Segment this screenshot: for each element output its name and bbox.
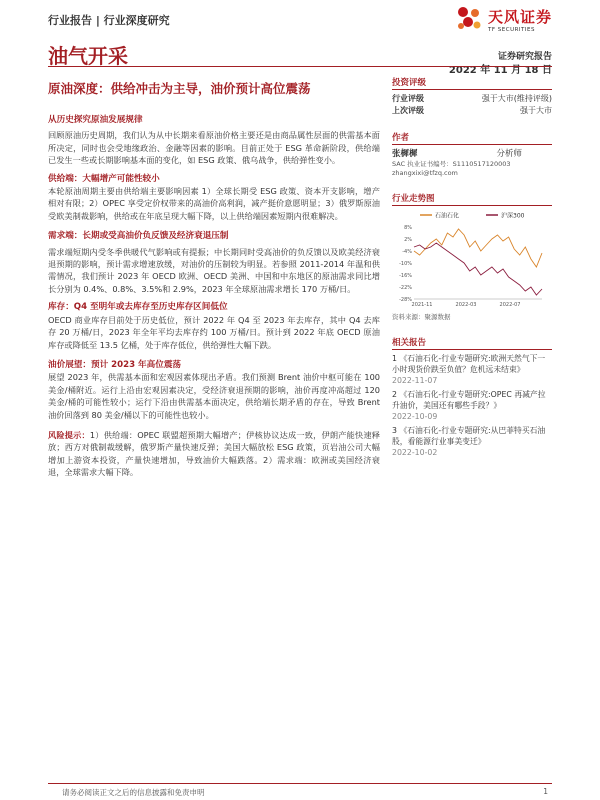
related-report-date: 2022-11-07: [392, 376, 438, 385]
risk-text: [48, 429, 380, 479]
legend-label: 石油石化: [435, 212, 460, 220]
header-divider: [48, 66, 552, 67]
rating-row: [392, 93, 552, 105]
section-risk: [48, 429, 380, 479]
section-heading: 需求端：长期或受高油价负反馈及经济衰退压制: [48, 231, 229, 242]
main-content: [48, 114, 380, 485]
related-report-link[interactable]: 1 《石油石化-行业专题研究:欧洲天然气下一小时现货价跌至负值？危机远未结束》: [392, 354, 546, 374]
report-category: 行业报告 | 行业深度研究: [48, 14, 170, 27]
page-title: 油气开采: [48, 44, 128, 68]
chart-source: 资料来源：聚源数据: [392, 313, 451, 321]
section-heading: 供给端：大幅增产可能性较小: [48, 173, 160, 184]
series-line: [414, 229, 542, 267]
section-text: 需求端短期内受冬季供暖代气影响或有提振；中长期同时受高油价的负反馈以及欧美经济衰退预期的影响，预计需求增速放缓，对油价的压制较为明显。若参照 2011-2014 年温和供需情况，我们预计 2023 年 OECD 欧洲、OECD 美洲、中国和中东地区的原油需求同比增长分别为 0.4%、0.8%、3.5%和 2.9%，2023 年全球原油需求增长 170 万桶/日。: [48, 246, 380, 294]
chart-svg: [392, 209, 552, 313]
report-meta: [449, 50, 552, 78]
section-outlook: [48, 359, 380, 421]
logo-text-cn: 天风证券: [487, 7, 552, 26]
footer-disclaimer: 请务必阅读正文之后的信息披露和免责申明: [62, 788, 205, 797]
section-inventory: [48, 301, 380, 351]
related-list: [392, 353, 552, 458]
author-email[interactable]: zhangxixi@tfzq.com: [392, 169, 458, 177]
x-tick-label: 2022-07: [499, 302, 521, 308]
x-tick-label: 2022-03: [455, 302, 477, 308]
rating-value: 强于大市(维持评级): [481, 94, 552, 103]
chart-heading: 行业走势图: [392, 192, 552, 206]
related-report-link[interactable]: 3 《石油石化-行业专题研究:从巴菲特买石油股，看能源行业事美变迁》: [392, 426, 546, 446]
y-tick-label: 2%: [404, 237, 412, 243]
prev-rating-value: 强于大市: [520, 106, 552, 115]
related-report-date: 2022-10-09: [392, 412, 438, 421]
section-text: 回顾原油历史周期，我们认为从中长期来看原油价格主要还是由商品属性层面的供需基本面所决定，同时也会受地缘政治、金融等因素的影响。目前正处于 ESG 革命新阶段，供给端已发生一些或长期影响基本面的变化，如 ESG 政策、俄乌战争，供给弹性变小。: [48, 130, 380, 166]
legend-label: 沪深300: [501, 212, 525, 220]
prev-rating-row: [392, 105, 552, 117]
risk-heading: 风险提示：: [48, 429, 90, 440]
section-heading: 库存：Q4 至明年或去库存至历史库存区间低位: [48, 302, 228, 313]
related-report-date: 2022-10-02: [392, 448, 438, 457]
rating-label: 行业评级: [392, 94, 424, 103]
section-heading: 从历史探究原油发展规律: [48, 115, 143, 125]
author-heading: 作者: [392, 131, 552, 145]
report-type: 证券研究报告: [497, 52, 552, 62]
logo: [454, 4, 552, 34]
section-demand: [48, 230, 380, 295]
prev-rating-label: 上次评级: [392, 106, 424, 115]
report-date: 2022 年 11 月 18 日: [448, 65, 552, 76]
section-supply: [48, 173, 380, 223]
related-heading: 相关报告: [392, 336, 552, 350]
section-text: OECD 商业库存目前处于历史低位，预计 2022 年 Q4 至 2023 年去库存，其中 Q4 去库存 20 万桶/日，2023 年全年平均去库存约 100 万桶/日。预计到 2022 年底 OECD 原油库存或降低至 13.5 亿桶，处于库存低位，供给弹性大幅下跌。: [48, 314, 380, 350]
footer-divider: [48, 783, 552, 784]
y-tick-label: -4%: [402, 249, 412, 255]
author-role: 分析师: [496, 149, 522, 159]
page-number: 1: [543, 787, 548, 796]
y-tick-label: -16%: [399, 273, 412, 279]
author-row: [392, 148, 552, 160]
author-sac: SAC 执业证书编号：S1110517120003: [392, 160, 511, 168]
related-report-link[interactable]: 2 《石油石化-行业专题研究:OPEC 再减产拉升油价，美国还有哪些手段？》: [392, 390, 546, 410]
x-tick-label: 2021-11: [411, 302, 433, 308]
y-tick-label: -10%: [399, 261, 412, 267]
trend-chart: [392, 209, 552, 313]
author-name: 张樨樨: [392, 149, 418, 159]
report-subtitle: 原油深度：供给冲击为主导，油价预计高位震荡: [48, 81, 311, 96]
rating-heading: 投资评级: [392, 76, 552, 90]
y-tick-label: -22%: [399, 285, 412, 291]
sidebar: [392, 76, 552, 461]
logo-text-en: TF SECURITIES: [487, 26, 535, 33]
section-heading: 油价展望：预计 2023 年高位震荡: [48, 359, 182, 370]
y-tick-label: 8%: [404, 225, 412, 231]
y-tick-label: -28%: [399, 297, 412, 303]
section-history: [48, 114, 380, 167]
section-text: 本轮原油周期主要由供给端主要影响因素 1）全球长期受 ESG 政策、资本开支影响，增产相对有限；2）OPEC 享受定价权带来的高油价高利润，减产挺价意愿明显；3）俄罗斯原油受欧美制裁影响，供给或在年底呈现大幅下降，以上供给端因素短期内很难解决。: [48, 186, 380, 221]
risk-body: 1）供给端：OPEC 联盟超预期大幅增产；伊核协议达成一致，伊朗产能快速释放；西方对俄制裁缓解，俄罗斯产量快速反弹；美国大幅放松 ESG 政策，页岩油公司大幅增加上游资本投资，产量快速增加，导致油价大幅跌落。2）需求端：欧洲或美国经济衰退，全球需求大幅下降。: [48, 429, 380, 478]
logo-icon: [454, 4, 484, 34]
section-text: 展望 2023 年，供需基本面和宏观因素体现出矛盾。我们预测 Brent 油价中枢可能在 100 美金/桶附近。运行上沿由宏观因素决定，受经济衰退预期的影响，油价再度冲高超过 120 美金/桶的可能性较小；运行下沿由供需基本面决定，供给端长期矛盾的存在，导致 Brent 油价回落到 80 美金/桶以下的可能性也较小。: [48, 372, 380, 420]
